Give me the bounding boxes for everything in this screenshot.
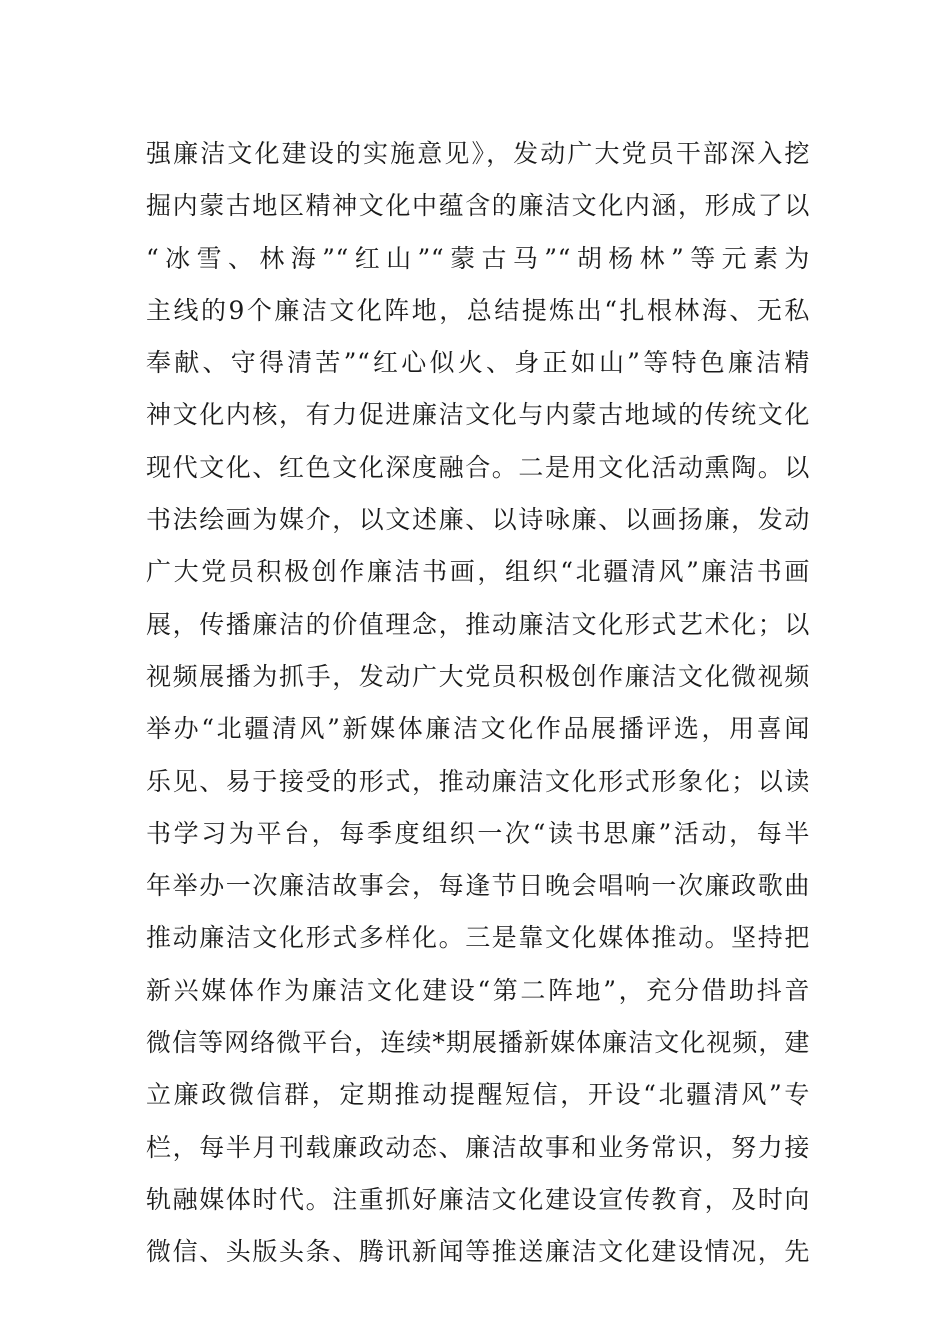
- text-line: 栏，每半月刊载廉政动态、廉洁故事和业务常识，努力接: [146, 1132, 810, 1162]
- text-line: 新兴媒体作为廉洁文化建设“第二阵地”，充分借助抖音: [146, 975, 810, 1005]
- text-line: 展，传播廉洁的价值理念，推动廉洁文化形式艺术化；以: [146, 609, 810, 639]
- text-line: 乐见、易于接受的形式，推动廉洁文化形式形象化；以读: [146, 766, 810, 796]
- text-line: 轨融媒体时代。注重抓好廉洁文化建设宣传教育，及时向: [146, 1184, 810, 1214]
- text-line: 主线的9个廉洁文化阵地，总结提炼出“扎根林海、无私: [146, 295, 810, 325]
- text-line: 年举办一次廉洁故事会，每逢节日晚会唱响一次廉政歌曲: [146, 871, 810, 901]
- text-line: 广大党员积极创作廉洁书画，组织“北疆清风”廉洁书画: [146, 557, 810, 587]
- body-paragraph: [146, 128, 810, 1279]
- text-line: 掘内蒙古地区精神文化中蕴含的廉洁文化内涵，形成了以: [146, 191, 810, 221]
- text-line: 推动廉洁文化形式多样化。三是靠文化媒体推动。坚持把: [146, 923, 810, 953]
- text-line: 现代文化、红色文化深度融合。二是用文化活动熏陶。以: [146, 452, 810, 482]
- text-line: 书法绘画为媒介，以文述廉、以诗咏廉、以画扬廉，发动: [146, 505, 810, 535]
- text-line: 微信、头版头条、腾讯新闻等推送廉洁文化建设情况，先: [146, 1237, 810, 1267]
- text-line: 视频展播为抓手，发动广大党员积极创作廉洁文化微视频: [146, 661, 810, 691]
- text-line: “冰雪、林海”“红山”“蒙古马”“胡杨林”等元素为: [146, 243, 810, 273]
- text-line: 微信等网络微平台，连续*期展播新媒体廉洁文化视频，建: [146, 1028, 810, 1058]
- text-line: 奉献、守得清苦”“红心似火、身正如山”等特色廉洁精: [146, 348, 810, 378]
- text-line: 举办“北疆清风”新媒体廉洁文化作品展播评选，用喜闻: [146, 714, 810, 744]
- text-line: 强廉洁文化建设的实施意见》，发动广大党员干部深入挖: [146, 139, 810, 168]
- text-line: 立廉政微信群，定期推动提醒短信，开设“北疆清风”专: [146, 1080, 810, 1110]
- text-line: 书学习为平台，每季度组织一次“读书思廉”活动，每半: [146, 818, 810, 848]
- text-line: 神文化内核，有力促进廉洁文化与内蒙古地域的传统文化: [146, 400, 810, 430]
